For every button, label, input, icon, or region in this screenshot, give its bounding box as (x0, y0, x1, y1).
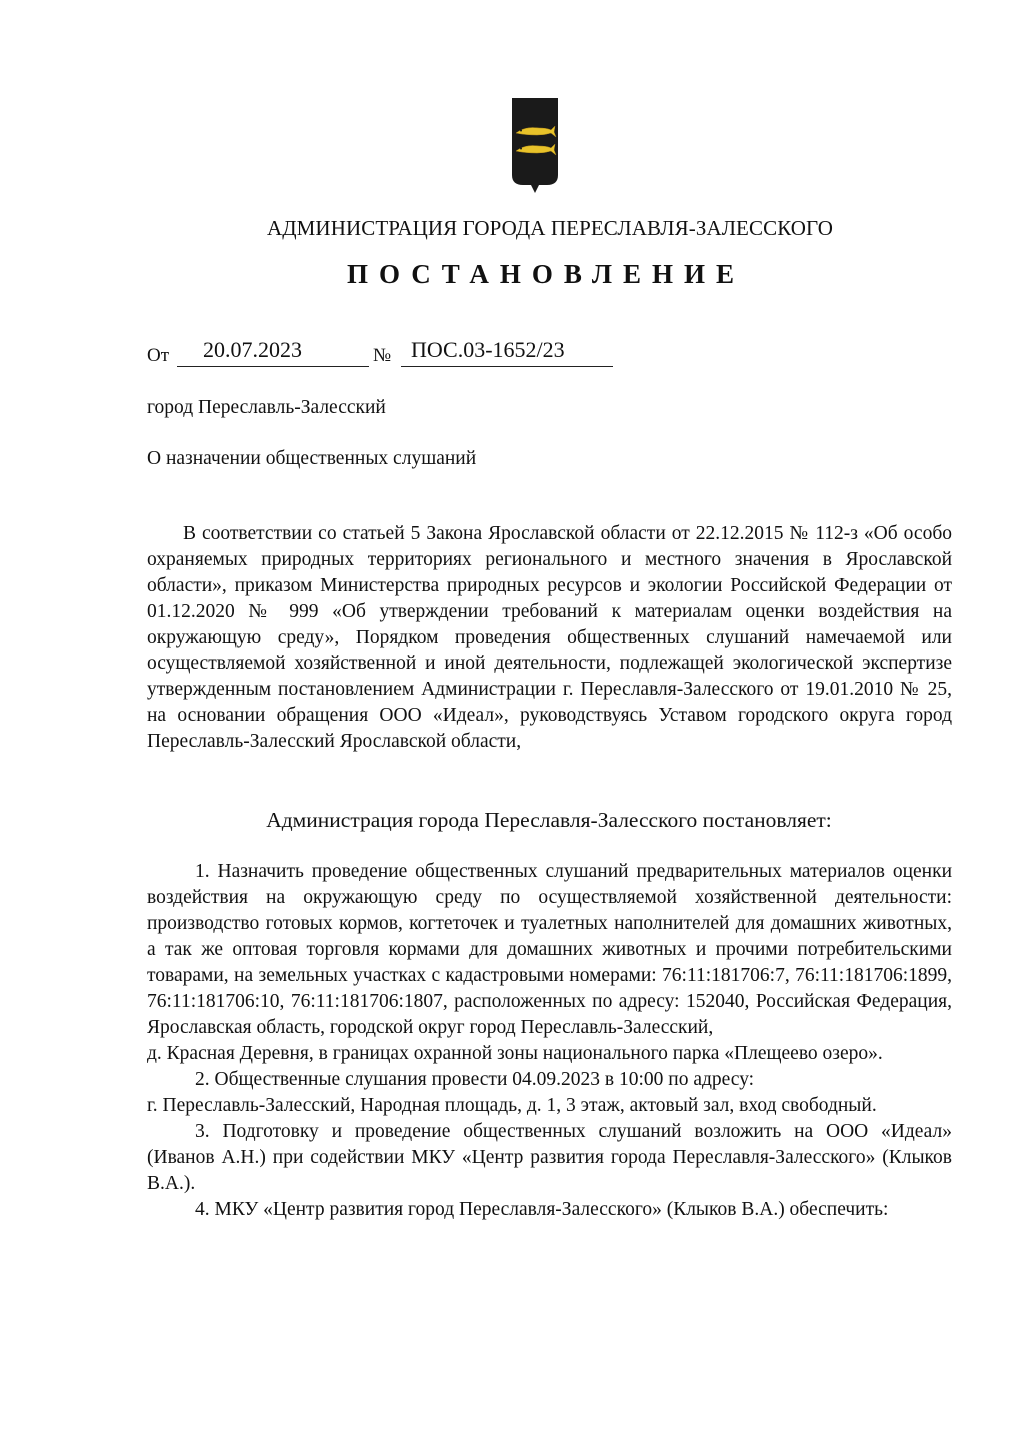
item-2: 2. Общественные слушания провести 04.09.2023 в 10:00 по адресу: (195, 1069, 755, 1090)
issuing-authority: АДМИНИСТРАЦИЯ ГОРОДА ПЕРЕСЛАВЛЯ-ЗАЛЕССКОГО (266, 216, 834, 240)
item-1: 1. Назначить проведение общественных слушаний предварительных материалов оценки воздействия на окружающую среду по осуществляемой хозяйственной деятельности: производство готовых кормов, когтеточек и туалетных наполнителей для домашних животных, а так же оптовая торговля кормами для домашних животных и прочими потребительскими товарами, на земельных участках с кадастровыми номерами: 76:11:181706:7, 76:11:181706:1899, 76:11:181706:10, 76:11:181706:1807, расположенных по адресу: 152040, Российская Федерация, Ярославская область, городской округ город Переславль-Залесский, (147, 861, 952, 1038)
item-4: 4. МКУ «Центр развития город Переславля-Залесского» (Клыков В.А.) обеспечить: (195, 1199, 889, 1220)
document-date: 20.07.2023 (203, 337, 302, 362)
number-label: № (373, 345, 392, 366)
document-requisites (147, 333, 627, 373)
resolution-heading: Администрация города Переславля-Залесского постановляет: (266, 808, 832, 832)
document-subject: О назначении общественных слушаний (147, 448, 477, 469)
item-3: 3. Подготовку и проведение общественных слушаний возложить на ООО «Идеал» (Иванов А.Н.) при содействии МКУ «Центр развития города Переславля-Залесского» (Клыков В.А.). (147, 1121, 952, 1194)
document-number: ПОС.03-1652/23 (411, 337, 565, 362)
place-of-issue: город Переславль-Залесский (147, 397, 386, 418)
number-field (401, 333, 613, 367)
item-2-continuation: г. Переславль-Залесский, Народная площадь, д. 1, 3 этаж, актовый зал, вход свободный. (147, 1095, 877, 1116)
item-1-continuation: д. Красная Деревня, в границах охранной зоны национального парка «Плещеево озеро». (147, 1043, 883, 1064)
resolution-items (147, 859, 952, 1223)
date-field (177, 333, 369, 367)
document-type-title: ПОСТАНОВЛЕНИЕ (346, 259, 746, 289)
preamble-paragraph: В соответствии со статьей 5 Закона Ярославской области от 22.12.2015 № 112-з «Об особо охраняемых природных территориях регионального и местного значения в Ярославской области», приказом Министерства природных ресурсов и экологии Российской Федерации от 01.12.2020 № 999 «Об утверждении требований к материалам оценки воздействия на окружающую среду», Порядком проведения общественных слушаний намечаемой или осуществляемой хозяйственной и иной деятельности, подлежащей экологической экспертизе утвержденным постановлением Администрации г. Переславля-Залесского от 19.01.2010 № 25, на основании обращения ООО «Идеал», руководствуясь Уставом городского округа город Переславль-Залесский Ярославской области, (147, 523, 952, 752)
coat-of-arms-icon (511, 97, 559, 194)
date-label: От (147, 345, 170, 366)
